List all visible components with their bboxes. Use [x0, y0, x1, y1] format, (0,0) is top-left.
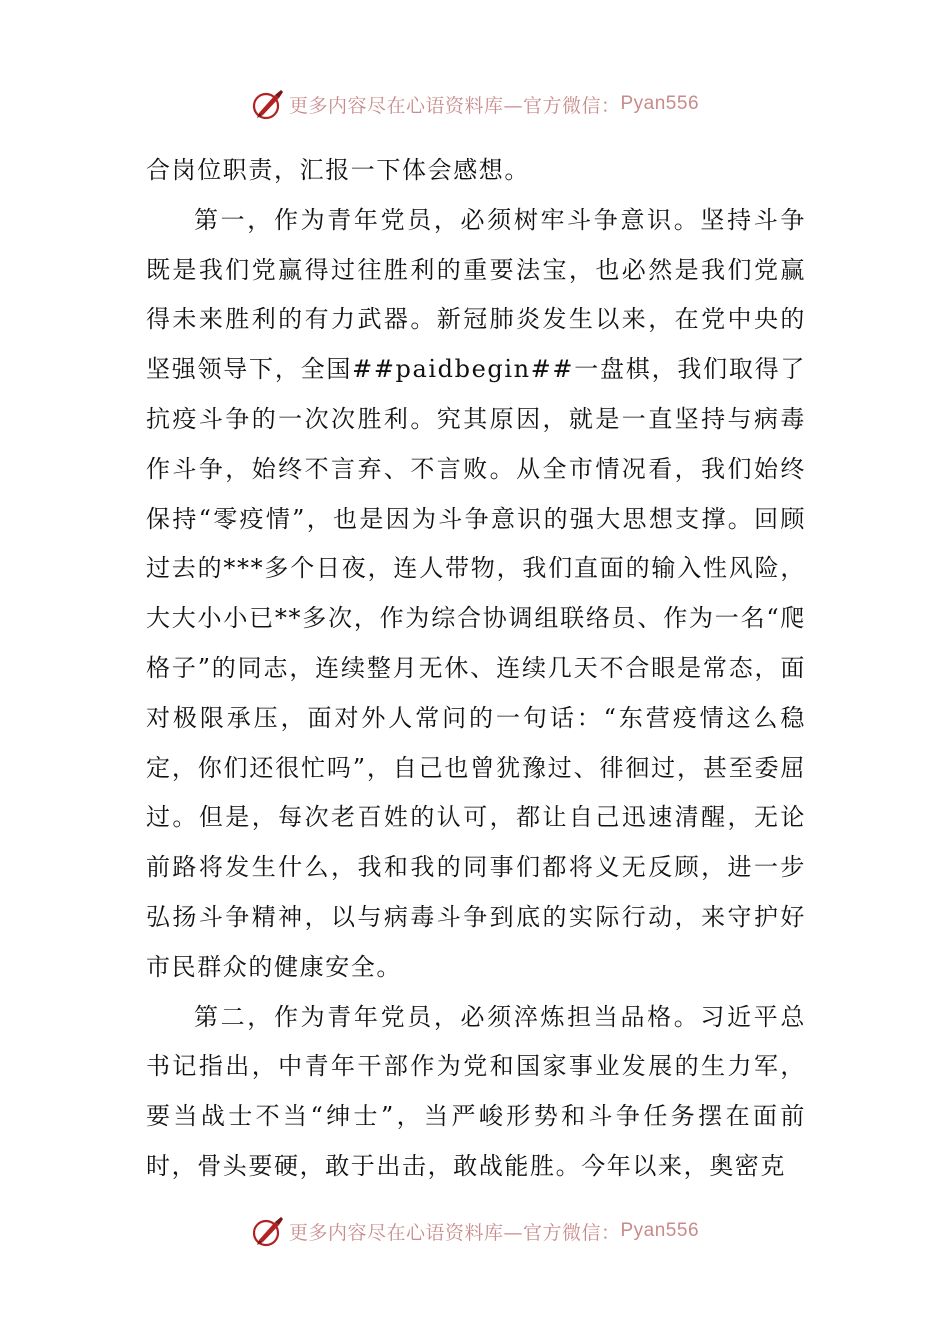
- paragraph-second-point: 第二，作为青年党员，必须淬炼担当品格。习近平总书记指出，中青年干部作为党和国家事业发展的生力军，要当战士不当“绅士”，当严峻形势和斗争任务摆在面前时，骨头要硬，敢于出击，敢战能胜。今年以来，奥密克: [146, 1002, 806, 1180]
- pen-in-circle-icon: [251, 1214, 285, 1248]
- footer-brand-text: 更多内容尽在心语资料库—官方微信：: [288, 1221, 621, 1244]
- header-brand-text: 更多内容尽在心语资料库—官方微信：: [288, 94, 621, 117]
- pen-in-circle-icon: [251, 87, 285, 121]
- paragraph-first-point: 第一，作为青年党员，必须树牢斗争意识。坚持斗争既是我们党赢得过往胜利的重要法宝，也必然是我们党赢得未来胜利的有力武器。新冠肺炎发生以来，在党中央的坚强领导下，全国##paidbegin##一盘棋，我们取得了抗疫斗争的一次次胜利。究其原因，就是一直坚持与病毒作斗争，始终不言弃、不言败。从全市情况看，我们始终保持“零疫情”，也是因为斗争意识的强大思想支撑。回顾过去的***多个日夜，连人带物，我们直面的输入性风险，大大小小已**多次，作为综合协调组联络员、作为一名“爬格子”的同志，连续整月无休、连续几天不合眼是常态，面对极限承压，面对外人常问的一句话：“东营疫情这么稳定，你们还很忙吗”，自己也曾犹豫过、徘徊过，甚至委屈过。但是，每次老百姓的认可，都让自己迅速清醒，无论前路将发生什么，我和我的同事们都将义无反顾，进一步弘扬斗争精神，以与病毒斗争到底的实际行动，来守护好市民群众的健康安全。: [146, 205, 806, 981]
- paragraph-continuation: 合岗位职责，汇报一下体会感想。: [146, 156, 530, 184]
- footer-watermark: [0, 1211, 950, 1251]
- header-wechat-handle: Pyan556: [620, 93, 700, 114]
- header-watermark: [0, 84, 950, 124]
- document-body: [146, 146, 806, 1192]
- footer-wechat-handle: Pyan556: [620, 1220, 700, 1241]
